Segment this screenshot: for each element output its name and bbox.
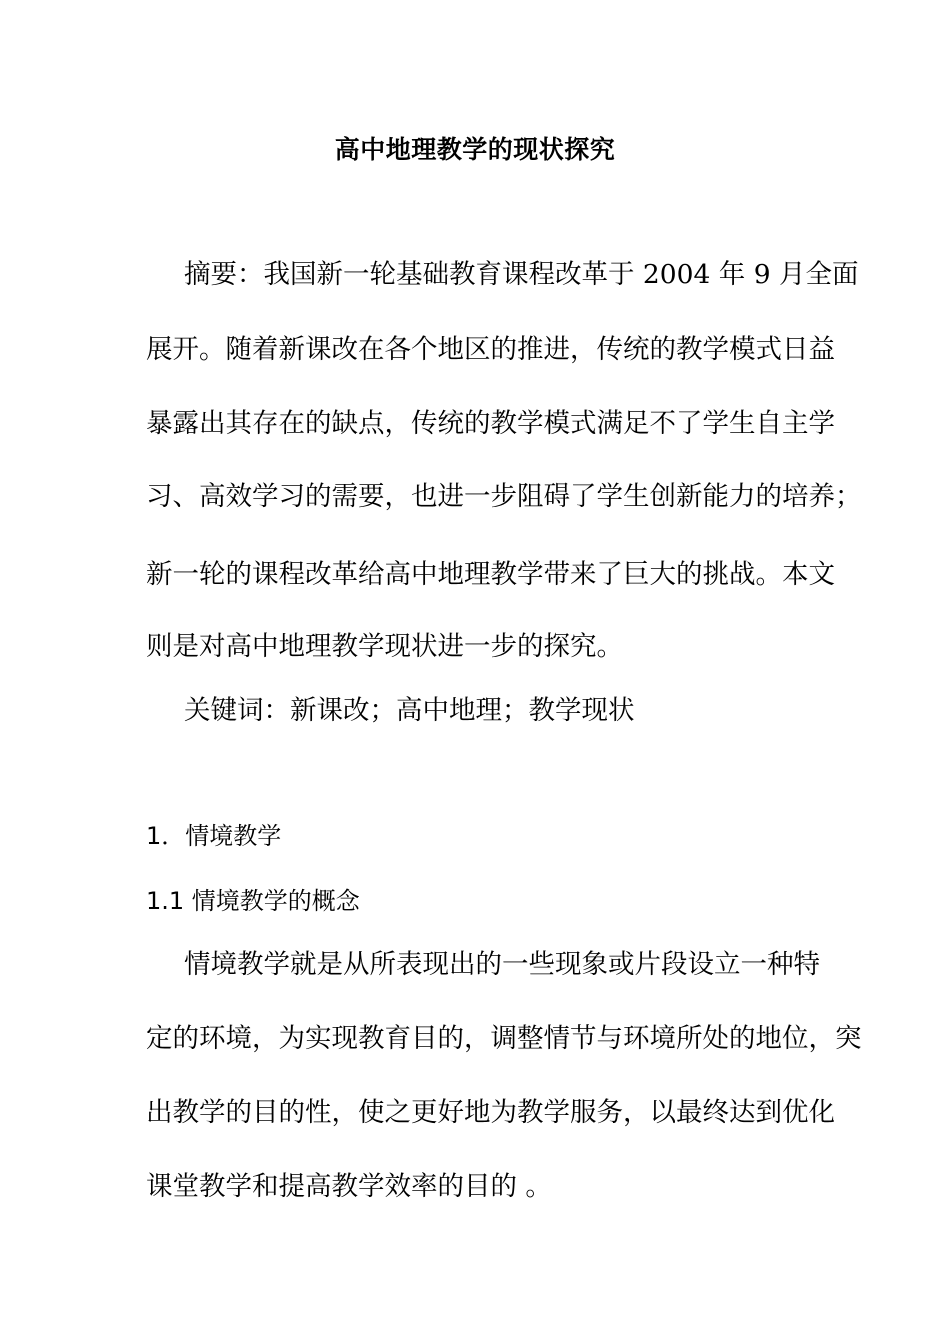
- abstract-line: 习、高效学习的需要，也进一步阻碍了学生创新能力的培养；: [146, 481, 862, 512]
- abstract-line: 展开。随着新课改在各个地区的推进，传统的教学模式日益: [146, 334, 835, 365]
- abstract-line: 摘要：我国新一轮基础教育课程改革于 2004 年 9 月全面: [184, 259, 859, 290]
- body-line: 定的环境，为实现教育目的，调整情节与环境所处的地位，突: [146, 1023, 862, 1054]
- body-line: 课堂教学和提高教学效率的目的 。: [146, 1171, 552, 1202]
- keywords-line: 关键词：新课改；高中地理；教学现状: [184, 695, 635, 726]
- subsection-heading: 1.1 情境教学的概念: [146, 887, 360, 915]
- body-line: 出教学的目的性，使之更好地为教学服务，以最终达到优化: [146, 1097, 835, 1128]
- document-title: 高中地理教学的现状探究: [334, 135, 616, 164]
- section-heading: 1．情境教学: [146, 822, 282, 850]
- abstract-line: 则是对高中地理教学现状进一步的探究。: [146, 631, 623, 662]
- abstract-line: 新一轮的课程改革给高中地理教学带来了巨大的挑战。本文: [146, 559, 835, 590]
- body-line: 情境教学就是从所表现出的一些现象或片段设立一种特: [184, 949, 820, 980]
- abstract-line: 暴露出其存在的缺点，传统的教学模式满足不了学生自主学: [146, 408, 835, 439]
